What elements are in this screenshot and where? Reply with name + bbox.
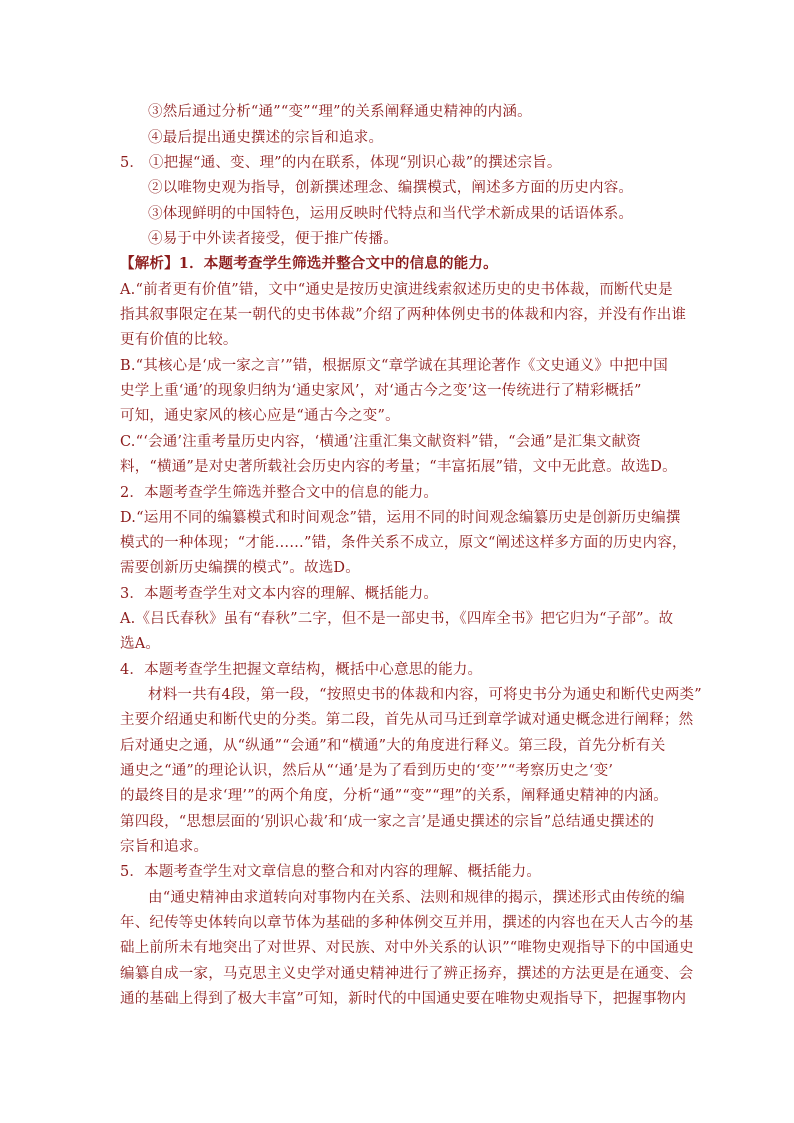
text-line: 材料一共有4段，第一段，“按照史书的体裁和内容，可将史书分为通史和断代史两类” [148,687,702,703]
text-line: 的最终目的是求‘理’”的两个角度，分析“通”“变”“理”的关系，阐释通史精神的内涵。 [120,788,669,804]
text-line: ④易于中外读者接受，便于推广传播。 [148,231,398,247]
text-line: 3．本题考查学生对文本内容的理解、概括能力。 [120,586,439,602]
analysis-heading: 【解析】1．本题考查学生筛选并整合文中的信息的能力。 [120,255,498,272]
text-line: 指其叙事限定在某一朝代的史书体裁”介绍了两种体例史书的体裁和内容，并没有作出谁 [120,307,687,323]
text-line: 4．本题考查学生把握文章结构，概括中心意思的能力。 [120,662,483,678]
text-line: 础上前所未有地突出了对世界、对民族、对中外关系的认识”“唯物史观指导下的中国通史 [120,940,694,956]
text-line: 通史之“通”的理论认识，然后从“‘通’是为了看到历史的‘变’”“考察历史之‘变’ [120,763,614,779]
text-line: 年、纪传等史体转向以章节体为基础的多种体例交互并用，撰述的内容也在天人古今的基 [120,915,694,931]
text-line: ②以唯物史观为指导，创新撰述理念、编撰模式，阐述多方面的历史内容。 [148,180,634,196]
text-line: 通的基础上得到了极大丰富”可知，新时代的中国通史要在唯物史观指导下，把握事物内 [120,991,687,1007]
text-line: D.“运用不同的编纂模式和时间观念”错，运用不同的时间观念编纂历史是创新历史编撰 [120,510,681,526]
text-line: 后对通史之通，从“纵通”“会通”和“横通”大的角度进行释义。第三段，首先分析有关 [120,738,666,754]
text-line: 选A。 [120,636,161,652]
text-line: 模式的一种体现；“才能……”错，条件关系不成立，原文“阐述这样多方面的历史内容， [120,535,687,551]
text-line: 2．本题考查学生筛选并整合文中的信息的能力。 [120,485,439,501]
text-line: 需要创新历史编撰的模式”。故选D。 [120,560,360,576]
text-line: 宗旨和追求。 [120,839,209,855]
text-line: B.“其核心是‘成一家之言’”错，根据原文“章学诚在其理论著作《文史通义》中把中国 [120,358,668,374]
text-line: 5．本题考查学生对文章信息的整合和对内容的理解、概括能力。 [120,864,542,880]
text-line: 编纂自成一家，马克思主义史学对通史精神进行了辨正扬弃，撰述的方法更是在通变、会 [120,966,694,982]
text-line: 5． ①把握“通、变、理”的内在联系，体现“别识心裁”的撰述宗旨。 [120,155,562,171]
text-line: ③然后通过分析“通”“变”“理”的关系阐释通史精神的内涵。 [148,104,532,120]
text-line: 料，“横通”是对史著所载社会历史内容的考量；“丰富拓展”错，文中无此意。故选D。 [120,459,677,475]
text-line: 主要介绍通史和断代史的分类。第二段，首先从司马迁到章学诚对通史概念进行阐释；然 [120,712,694,728]
text-line: 史学上重‘通’的现象归纳为‘通史家风’，对‘通古今之变’这一传统进行了精彩概括” [120,383,642,399]
text-line: A.“前者更有价值”错，文中“通史是按历史演进线索叙述历史的史书体裁，而断代史是 [120,282,673,298]
text-line: 可知，通史家风的核心应是“通古今之变”。 [120,408,400,424]
text-line: ④最后提出通史撰述的宗旨和追求。 [148,130,384,146]
text-line: A.《吕氏春秋》虽有“春秋”二字，但不是一部史书，《四库全书》把它归为“子部”。故 [120,611,674,627]
text-line: C.“‘会通’注重考量历史内容，‘横通’注重汇集文献资料”错，“会通”是汇集文献资 [120,434,641,450]
text-line: ③体现鲜明的中国特色，运用反映时代特点和当代学术新成果的话语体系。 [148,206,634,222]
text-line: 更有价值的比较。 [120,332,238,348]
text-line: 第四段，“思想层面的‘别识心裁’和‘成一家之言’是通史撰述的宗旨”总结通史撰述的 [120,814,655,830]
text-line: 由“通史精神由求道转向对事物内在关系、法则和规律的揭示，撰述形式由传统的编 [148,890,685,906]
